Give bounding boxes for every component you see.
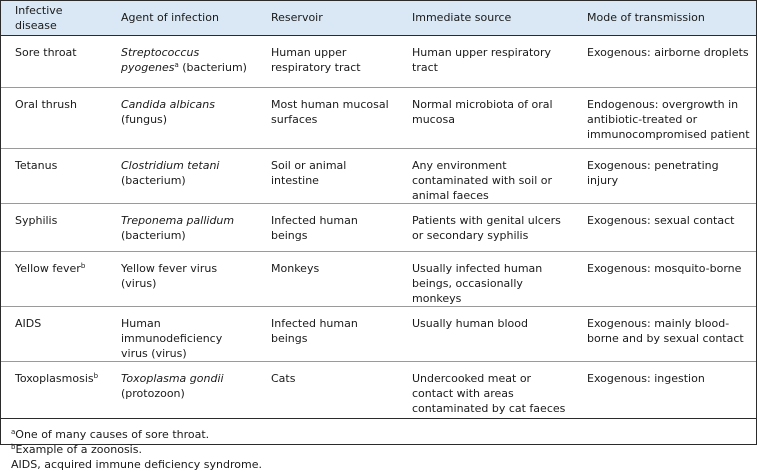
cell-mode: Exogenous: mainly blood-borne and by sexual contact (573, 306, 756, 361)
cell-source: Human upper respiratory tract (398, 35, 573, 87)
table-row (1, 87, 756, 148)
agent-name: Clostridium tetani (121, 158, 220, 172)
cell-mode: Exogenous: penetrating injury (573, 148, 756, 203)
cell-source: Undercooked meat or contact with areas contaminated by cat faeces (398, 361, 573, 418)
footnote-mark: b (93, 371, 99, 380)
cell-reservoir: Infected human beings (257, 306, 398, 361)
agent-type: (bacterium) (121, 228, 186, 242)
cell-source: Any environment contaminated with soil or animal faeces (398, 148, 573, 203)
disease-name: Syphilis (15, 213, 58, 227)
agent-type: (fungus) (121, 112, 168, 126)
cell-reservoir: Cats (257, 361, 398, 418)
disease-name: Toxoplasmosis (15, 371, 94, 385)
cell-agent (107, 203, 257, 251)
agent-name: Human immunodeficiency virus (121, 316, 223, 360)
cell-agent (107, 251, 257, 306)
cell-source: Usually infected human beings, occasionally monkeys (398, 251, 573, 306)
header-disease: Infective disease (1, 1, 107, 35)
header-source: Immediate source (398, 1, 573, 35)
cell-reservoir: Monkeys (257, 251, 398, 306)
header-mode: Mode of transmission (573, 1, 756, 35)
cell-mode: Exogenous: airborne droplets (573, 35, 756, 87)
agent-type: (protozoon) (121, 386, 185, 400)
footnote-aids (11, 457, 756, 472)
table-body (1, 35, 756, 418)
footnote-text: Example of a zoonosis. (15, 442, 142, 456)
agent-name: Treponema pallidum (121, 213, 235, 227)
cell-agent (107, 361, 257, 418)
cell-disease (1, 203, 107, 251)
agent-name: Yellow fever virus (121, 261, 218, 275)
cell-reservoir: Infected human beings (257, 203, 398, 251)
cell-mode: Endogenous: overgrowth in antibiotic-treated or immunocompromised patient (573, 87, 756, 148)
cell-disease (1, 148, 107, 203)
cell-disease (1, 87, 107, 148)
agent-type: (bacterium) (121, 173, 186, 187)
header-reservoir: Reservoir (257, 1, 398, 35)
cell-source: Patients with genital ulcers or secondary syphilis (398, 203, 573, 251)
table-row (1, 361, 756, 418)
cell-mode: Exogenous: ingestion (573, 361, 756, 418)
footnote-text: AIDS, acquired immune deficiency syndrome. (11, 457, 262, 471)
cell-source: Usually human blood (398, 306, 573, 361)
cell-mode: Exogenous: sexual contact (573, 203, 756, 251)
table-row (1, 306, 756, 361)
disease-name: Tetanus (15, 158, 58, 172)
cell-agent (107, 306, 257, 361)
footnote-mark: a (11, 427, 16, 436)
disease-name: Oral thrush (15, 97, 77, 111)
agent-type: (virus) (121, 276, 157, 290)
cell-disease (1, 251, 107, 306)
cell-source: Normal microbiota of oral mucosa (398, 87, 573, 148)
cell-agent (107, 87, 257, 148)
agent-type: (virus) (151, 346, 187, 360)
table-row (1, 35, 756, 87)
infection-table (1, 1, 756, 419)
footnote-text: One of many causes of sore throat. (15, 427, 210, 441)
header-row (1, 1, 756, 35)
disease-name: AIDS (15, 316, 42, 330)
agent-type: (bacterium) (182, 60, 247, 74)
table-row (1, 203, 756, 251)
cell-reservoir: Most human mucosal surfaces (257, 87, 398, 148)
cell-agent (107, 148, 257, 203)
footnote-a (11, 427, 756, 442)
table-row (1, 148, 756, 203)
cell-disease (1, 35, 107, 87)
table-header (1, 1, 756, 35)
agent-name: Toxoplasma gondii (121, 371, 224, 385)
agent-name: Candida albicans (121, 97, 215, 111)
cell-disease (1, 361, 107, 418)
cell-disease (1, 306, 107, 361)
table-row (1, 251, 756, 306)
footnote-b (11, 442, 756, 457)
footnote-mark: b (11, 442, 16, 451)
cell-reservoir: Human upper respiratory tract (257, 35, 398, 87)
footnote-mark: a (174, 60, 179, 69)
footnote-mark: b (80, 261, 86, 270)
header-agent: Agent of infection (107, 1, 257, 35)
disease-name: Yellow fever (15, 261, 81, 275)
cell-agent (107, 35, 257, 87)
agent-name: Streptococcus pyogenes (121, 45, 200, 74)
cell-reservoir: Soil or animal intestine (257, 148, 398, 203)
footnotes (1, 419, 756, 472)
cell-mode: Exogenous: mosquito-borne (573, 251, 756, 306)
disease-name: Sore throat (15, 45, 77, 59)
